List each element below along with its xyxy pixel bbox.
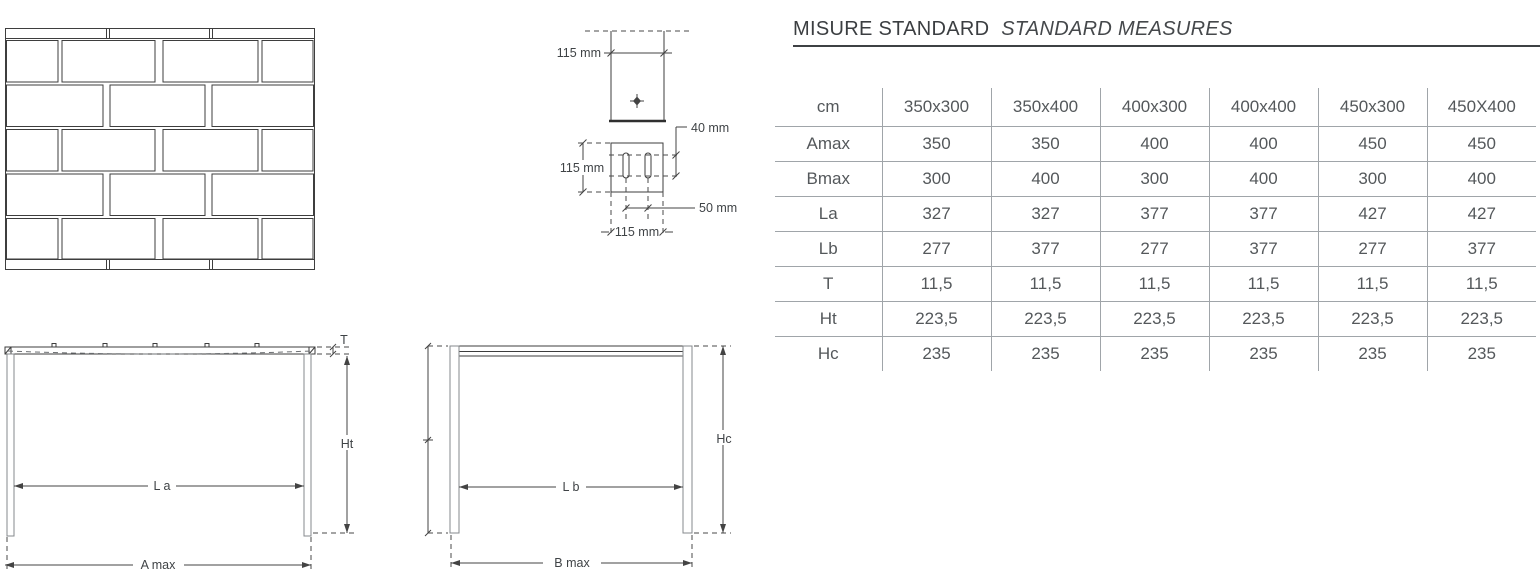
column-header-size: 400x300 (1100, 88, 1209, 126)
side-height-dimension (694, 346, 737, 533)
row-label: T (775, 266, 882, 301)
cell-value: 277 (1318, 231, 1427, 266)
cell-value: 400 (1209, 161, 1318, 196)
cell-value: 11,5 (1100, 266, 1209, 301)
row-label: Amax (775, 126, 882, 161)
cell-value: 277 (1100, 231, 1209, 266)
side-span-dimension (459, 480, 683, 494)
cell-value: 11,5 (1427, 266, 1536, 301)
cell-value: 223,5 (1209, 301, 1318, 336)
column-header-size: 350x400 (991, 88, 1100, 126)
slot-length-label: 40 mm (691, 121, 730, 135)
slat-row (7, 219, 314, 260)
front-overall-width-dimension (5, 537, 311, 572)
table-row (775, 126, 1536, 161)
post-base-plate-drawing (545, 15, 745, 250)
side-left-leg (450, 346, 459, 533)
cell-value: 11,5 (882, 266, 991, 301)
front-beam (5, 344, 315, 355)
cell-value: 327 (882, 196, 991, 231)
anchor-point-icon (630, 94, 644, 108)
column-header-size: 350x300 (882, 88, 991, 126)
row-label: Ht (775, 301, 882, 336)
cell-value: 400 (1427, 161, 1536, 196)
post-width-label: 115 mm (556, 46, 601, 60)
cell-value: 300 (1318, 161, 1427, 196)
cell-value: 377 (1209, 231, 1318, 266)
side-span-label: L b (562, 480, 580, 494)
cell-value: 223,5 (882, 301, 991, 336)
side-right-leg (683, 346, 692, 533)
roof-thickness-dimension (317, 333, 350, 357)
row-label: Lb (775, 231, 882, 266)
cell-value: 11,5 (1318, 266, 1427, 301)
cell-value: 450 (1427, 126, 1536, 161)
post-section (557, 31, 690, 121)
cell-value: 427 (1427, 196, 1536, 231)
row-label: Hc (775, 336, 882, 371)
cell-value: 223,5 (1427, 301, 1536, 336)
cell-value: 223,5 (1100, 301, 1209, 336)
cell-value: 400 (1209, 126, 1318, 161)
table-header-row (775, 88, 1536, 126)
column-header-size: 450X400 (1427, 88, 1536, 126)
cell-value: 450 (1318, 126, 1427, 161)
front-overall-width-label: A max (140, 558, 176, 572)
front-height-label: Ht (340, 437, 354, 451)
front-right-leg (304, 354, 311, 536)
page-title (793, 18, 1540, 41)
plate-width-label: 115 mm (614, 225, 660, 239)
side-overall-width-dimension (451, 535, 692, 570)
cell-value: 11,5 (991, 266, 1100, 301)
plate-height-label: 115 mm (559, 161, 605, 175)
edge-strip-ticks (107, 29, 213, 270)
side-height-label: Hc (716, 432, 732, 446)
standard-measures-table (775, 88, 1536, 371)
row-label: La (775, 196, 882, 231)
cell-value: 277 (882, 231, 991, 266)
slat-row (7, 130, 314, 172)
cell-value: 350 (991, 126, 1100, 161)
cell-value: 427 (1318, 196, 1427, 231)
table-row (775, 161, 1536, 196)
roof-thickness-label: T (340, 333, 348, 347)
title-english: STANDARD MEASURES (1001, 18, 1233, 40)
cell-value: 377 (991, 231, 1100, 266)
cell-value: 223,5 (991, 301, 1100, 336)
title-divider (793, 45, 1540, 47)
side-beam (450, 346, 692, 356)
cell-value: 377 (1427, 231, 1536, 266)
cell-value: 377 (1209, 196, 1318, 231)
cell-value: 11,5 (1209, 266, 1318, 301)
column-header-size: 450x300 (1318, 88, 1427, 126)
cell-value: 350 (882, 126, 991, 161)
cell-value: 235 (882, 336, 991, 371)
slot-spacing-label: 50 mm (699, 201, 738, 215)
column-header-size: 400x400 (1209, 88, 1318, 126)
side-overall-width-label: B max (554, 556, 590, 570)
column-header-cm: cm (816, 96, 840, 116)
side-elevation-drawing (415, 330, 745, 578)
base-plate (556, 121, 737, 239)
front-height-dimension (313, 356, 360, 533)
table-row (775, 196, 1536, 231)
side-left-height-dimension (423, 343, 448, 536)
front-elevation-drawing (0, 330, 390, 578)
slat-row (7, 41, 314, 83)
table-row (775, 336, 1536, 371)
slat-row (7, 85, 314, 127)
table-row (775, 231, 1536, 266)
cell-value: 400 (991, 161, 1100, 196)
cell-value: 223,5 (1318, 301, 1427, 336)
cell-value: 300 (882, 161, 991, 196)
cell-value: 327 (991, 196, 1100, 231)
title-italian: MISURE STANDARD (793, 18, 990, 40)
cell-value: 400 (1100, 126, 1209, 161)
roof-top-view-drawing (5, 28, 315, 270)
cell-value: 235 (1427, 336, 1536, 371)
cell-value: 235 (1318, 336, 1427, 371)
cell-value: 377 (1100, 196, 1209, 231)
front-left-leg (7, 354, 14, 536)
front-span-label: L a (153, 479, 171, 493)
cell-value: 300 (1100, 161, 1209, 196)
slat-row (7, 174, 314, 216)
table-row (775, 266, 1536, 301)
front-span-dimension (14, 479, 304, 493)
cell-value: 235 (991, 336, 1100, 371)
table-row (775, 301, 1536, 336)
cell-value: 235 (1209, 336, 1318, 371)
row-label: Bmax (775, 161, 882, 196)
cell-value: 235 (1100, 336, 1209, 371)
